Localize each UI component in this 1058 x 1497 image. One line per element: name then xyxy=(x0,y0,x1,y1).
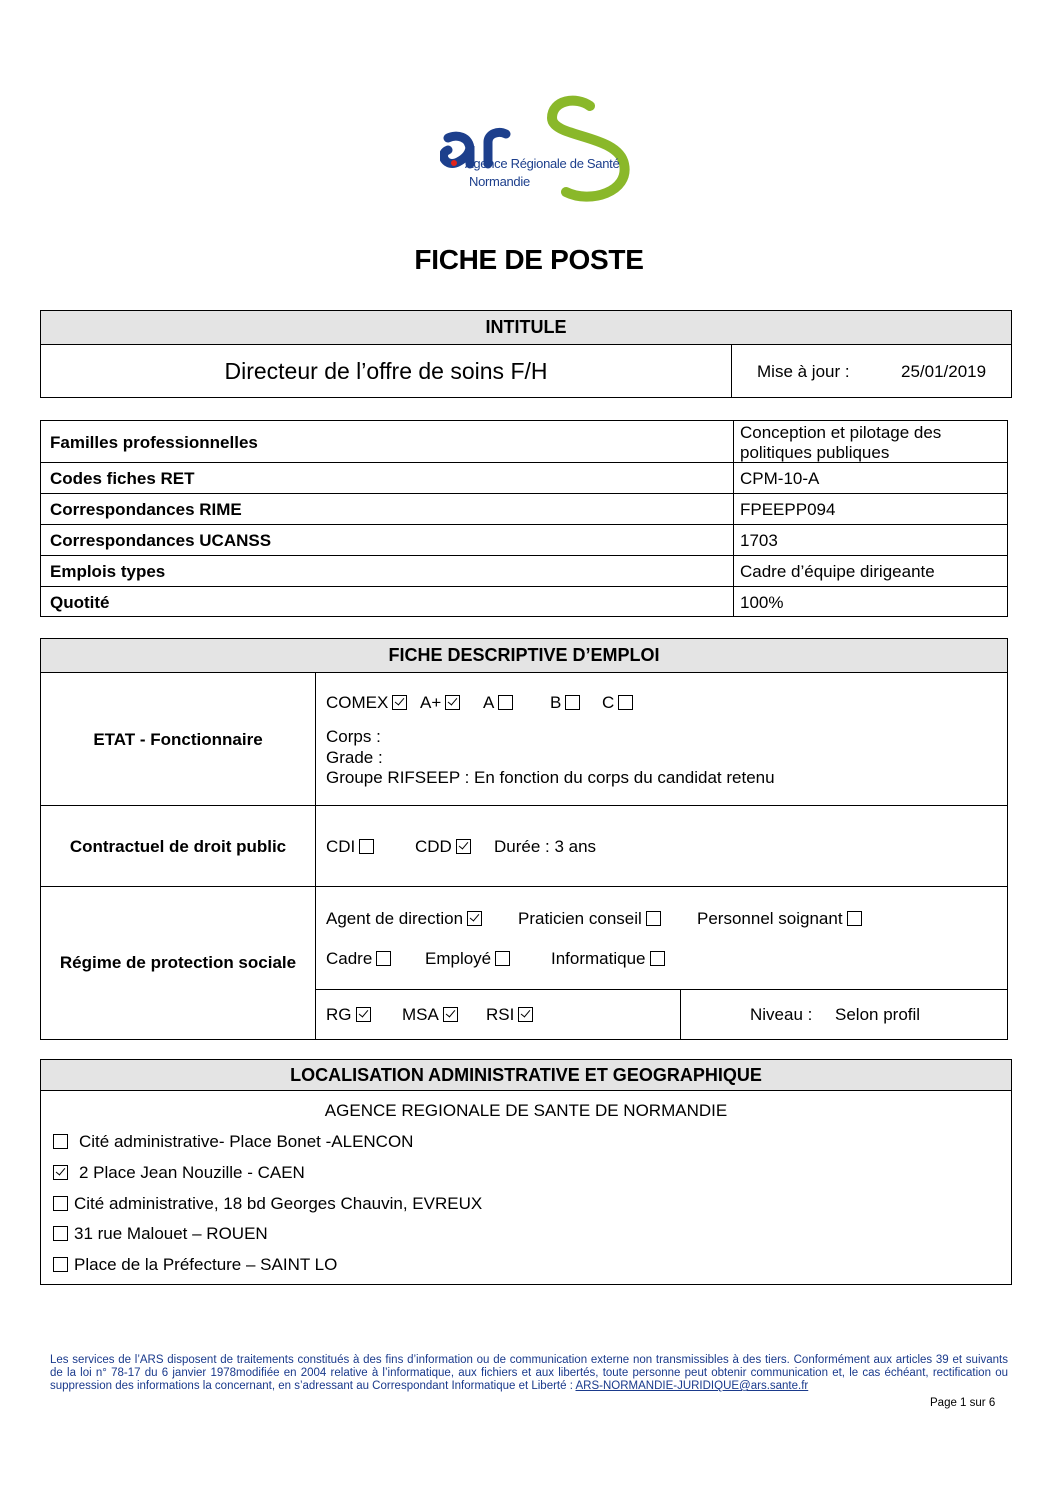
document-title: FICHE DE POSTE xyxy=(414,244,644,275)
page-number: Page 1 sur 6 xyxy=(930,1397,996,1409)
groupe-field: Groupe RIFSEEP : En fonction du corps du candidat retenu xyxy=(326,768,775,787)
fiche-descriptive-section xyxy=(40,638,1008,1040)
checkbox-checked-icon[interactable] xyxy=(467,911,482,926)
checkbox-icon[interactable] xyxy=(847,911,862,926)
info-label: Quotité xyxy=(50,593,110,612)
site-label: 31 rue Malouet – ROUEN xyxy=(74,1224,268,1243)
localisation-section xyxy=(40,1059,1012,1285)
regime-option-rg[interactable] xyxy=(326,1005,371,1025)
localisation-header: LOCALISATION ADMINISTRATIVE ET GEOGRAPHIQUE xyxy=(41,1060,1011,1091)
checkbox-icon[interactable] xyxy=(53,1257,68,1272)
checkbox-icon[interactable] xyxy=(359,839,374,854)
option-label: CDD xyxy=(415,837,452,856)
email-link[interactable]: ARS-NORMANDIE-JURIDIQUE@ars.sante.fr xyxy=(575,1380,809,1392)
info-table xyxy=(40,420,1008,617)
site-label: Place de la Préfecture – SAINT LO xyxy=(74,1255,338,1274)
info-label: Familles professionnelles xyxy=(50,433,258,452)
info-value: CPM-10-A xyxy=(740,469,820,488)
update-date: 25/01/2019 xyxy=(901,362,987,381)
regime-option-personnel-soignant[interactable] xyxy=(697,909,862,929)
logo-line-region: Normandie xyxy=(469,174,530,189)
option-label: MSA xyxy=(402,1005,439,1024)
site-evreux[interactable] xyxy=(49,1194,482,1214)
option-label: RSI xyxy=(486,1005,515,1024)
fiche-header: FICHE DESCRIPTIVE D’EMPLOI xyxy=(41,639,1007,673)
etat-label: ETAT - Fonctionnaire xyxy=(93,730,263,749)
update-label: Mise à jour : xyxy=(757,362,850,381)
checkbox-icon[interactable] xyxy=(650,951,665,966)
checkbox-checked-icon[interactable] xyxy=(356,1007,371,1022)
checkbox-checked-icon[interactable] xyxy=(443,1007,458,1022)
site-label: 2 Place Jean Nouzille - CAEN xyxy=(79,1163,305,1182)
niveau-label: Niveau : xyxy=(750,1005,813,1024)
regime-option-rsi[interactable] xyxy=(486,1005,533,1025)
etat-option-c[interactable] xyxy=(602,693,633,713)
info-value: FPEEPP094 xyxy=(740,500,836,519)
checkbox-checked-icon[interactable] xyxy=(445,695,460,710)
checkbox-icon[interactable] xyxy=(53,1134,68,1149)
checkbox-icon[interactable] xyxy=(376,951,391,966)
info-value: 100% xyxy=(740,593,784,612)
info-label: Correspondances RIME xyxy=(50,500,242,519)
site-caen[interactable] xyxy=(49,1163,305,1183)
info-value: 1703 xyxy=(740,531,778,550)
option-label: A+ xyxy=(420,693,442,712)
job-title: Directeur de l’offre de soins F/H xyxy=(224,358,548,384)
info-value: politiques publiques xyxy=(740,443,890,462)
checkbox-checked-icon[interactable] xyxy=(518,1007,533,1022)
site-label: Cité administrative- Place Bonet -ALENCON xyxy=(79,1132,414,1151)
contract-option-cdd[interactable] xyxy=(415,837,471,857)
info-value: Cadre d’équipe dirigeante xyxy=(740,562,935,581)
site-label: Cité administrative, 18 bd Georges Chauvin, EVREUX xyxy=(74,1194,483,1213)
option-label: Informatique xyxy=(551,949,646,968)
option-label: RG xyxy=(326,1005,352,1024)
info-label: Emplois types xyxy=(50,562,166,581)
privacy-text: Les services de l’ARS disposent de traitements constitués à des fins d’information ou de communication externe non transmissibles à des tiers. Conformément aux articles 39 et suivants de la loi n° 78-17 du 6 janvier 1978modifiée en 2004 relative à l’informatique, aux fichiers et aux libertés, toute personne peut obtenir communication et, le cas échéant, rectification ou suppression des informations la concernant, en s’adressant au Correspondant Informatique et Liberté : xyxy=(50,1354,1008,1392)
niveau-value: Selon profil xyxy=(835,1005,921,1024)
etat-option-a-plus[interactable] xyxy=(420,693,460,713)
checkbox-icon[interactable] xyxy=(53,1196,68,1211)
logo-line-agency: Agence Régionale de Santé xyxy=(465,156,620,171)
etat-option-a[interactable] xyxy=(483,693,513,713)
contract-option-cdi[interactable] xyxy=(326,837,374,857)
option-label: A xyxy=(483,693,495,712)
regime-option-employe[interactable] xyxy=(425,949,510,969)
duree-field: Durée : 3 ans xyxy=(494,837,597,856)
checkbox-icon[interactable] xyxy=(53,1226,68,1241)
checkbox-checked-icon[interactable] xyxy=(53,1165,68,1180)
etat-option-b[interactable] xyxy=(550,693,580,713)
agency-name: AGENCE REGIONALE DE SANTE DE NORMANDIE xyxy=(324,1101,728,1120)
regime-option-msa[interactable] xyxy=(402,1005,458,1025)
checkbox-icon[interactable] xyxy=(618,695,633,710)
regime-option-praticien-conseil[interactable] xyxy=(518,909,661,929)
intitule-section xyxy=(40,310,1012,398)
privacy-notice xyxy=(50,1354,1008,1393)
checkbox-icon[interactable] xyxy=(565,695,580,710)
regime-option-cadre[interactable] xyxy=(326,949,391,969)
corps-field: Corps : xyxy=(326,727,381,746)
checkbox-checked-icon[interactable] xyxy=(392,695,407,710)
site-rouen[interactable] xyxy=(49,1224,268,1244)
etat-option-comex[interactable] xyxy=(326,693,407,713)
option-label: C xyxy=(602,693,615,712)
regime-option-informatique[interactable] xyxy=(551,949,665,969)
option-label: COMEX xyxy=(326,693,389,712)
regime-option-agent-direction[interactable] xyxy=(326,909,482,929)
intitule-header: INTITULE xyxy=(41,311,1011,345)
option-label: Cadre xyxy=(326,949,373,968)
option-label: CDI xyxy=(326,837,356,856)
info-value: Conception et pilotage des xyxy=(740,423,942,442)
option-label: Personnel soignant xyxy=(697,909,843,928)
contractuel-label: Contractuel de droit public xyxy=(69,837,287,856)
regime-label: Régime de protection sociale xyxy=(59,953,297,972)
ars-logo xyxy=(440,92,640,202)
checkbox-icon[interactable] xyxy=(498,695,513,710)
checkbox-icon[interactable] xyxy=(495,951,510,966)
site-saint-lo[interactable] xyxy=(49,1255,337,1275)
checkbox-icon[interactable] xyxy=(646,911,661,926)
checkbox-checked-icon[interactable] xyxy=(456,839,471,854)
option-label: Employé xyxy=(425,949,492,968)
option-label: Agent de direction xyxy=(326,909,464,928)
option-label: B xyxy=(550,693,562,712)
info-label: Correspondances UCANSS xyxy=(50,531,272,550)
grade-field: Grade : xyxy=(326,748,383,767)
option-label: Praticien conseil xyxy=(518,909,642,928)
site-alencon[interactable] xyxy=(49,1132,413,1152)
info-label: Codes fiches RET xyxy=(50,469,195,488)
